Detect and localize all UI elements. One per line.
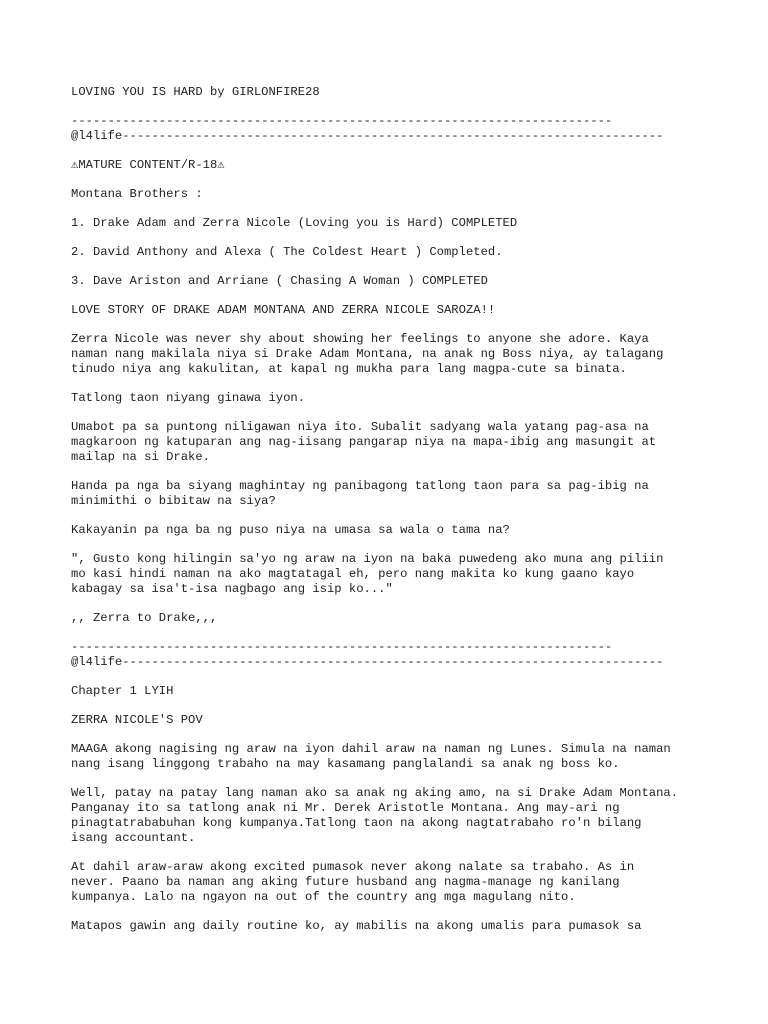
quote-paragraph bbox=[71, 552, 711, 597]
text-line: isang accountant. bbox=[71, 831, 196, 845]
separator-line: -------------------------------------------------------------------------- bbox=[71, 640, 613, 654]
synopsis-paragraph: Kakayanin pa nga ba ng puso niya na umasa sa wala o tama na? bbox=[71, 523, 510, 537]
synopsis-paragraph bbox=[71, 479, 711, 509]
text-line: never. Paano ba naman ang aking future husband ang nagma-manage ng kanilang bbox=[71, 875, 620, 889]
text-line: naman nang makilala niya si Drake Adam Montana, na anak ng Boss niya, ay talagang bbox=[71, 347, 664, 361]
separator-line: @l4life-------------------------------------------------------------------------- bbox=[71, 129, 664, 143]
separator-line: -------------------------------------------------------------------------- bbox=[71, 114, 613, 128]
synopsis-paragraph bbox=[71, 332, 711, 377]
pov-heading: ZERRA NICOLE'S POV bbox=[71, 713, 203, 727]
series-item: 3. Dave Ariston and Arriane ( Chasing A Woman ) COMPLETED bbox=[71, 274, 488, 288]
text-line: magkaroon ng katuparan ang nag-iisang pangarap niya na mapa-ibig ang masungit at bbox=[71, 435, 657, 449]
love-story-heading: LOVE STORY OF DRAKE ADAM MONTANA AND ZERRA NICOLE SAROZA!! bbox=[71, 303, 496, 317]
chapter-title: Chapter 1 LYIH bbox=[71, 684, 174, 698]
synopsis-paragraph bbox=[71, 420, 711, 465]
series-label: Montana Brothers : bbox=[71, 187, 203, 201]
text-line: pinagtatrababuhan kong kumpanya.Tatlong taon na akong nagtatrabaho ro'n bilang bbox=[71, 816, 642, 830]
text-line: nang isang linggong trabaho na may kasamang panglalandi sa anak ng boss ko. bbox=[71, 757, 620, 771]
series-item: 1. Drake Adam and Zerra Nicole (Loving you is Hard) COMPLETED bbox=[71, 216, 518, 230]
synopsis-paragraph: Tatlong taon niyang ginawa iyon. bbox=[71, 391, 306, 405]
chapter-paragraph: Matapos gawin ang daily routine ko, ay mabilis na akong umalis para pumasok sa bbox=[71, 919, 642, 933]
text-line: MAAGA akong nagising ng araw na iyon dahil araw na naman ng Lunes. Simula na naman bbox=[71, 742, 671, 756]
chapter-paragraph bbox=[71, 786, 711, 846]
text-line: Panganay ito sa tatlong anak ni Mr. Derek Aristotle Montana. Ang may-ari ng bbox=[71, 801, 620, 815]
chapter-paragraph bbox=[71, 742, 711, 772]
text-line: Handa pa nga ba siyang maghintay ng panibagong tatlong taon para sa pag-ibig na bbox=[71, 479, 649, 493]
separator-line: @l4life-------------------------------------------------------------------------- bbox=[71, 655, 664, 669]
text-line: Zerra Nicole was never shy about showing her feelings to anyone she adore. Kaya bbox=[71, 332, 649, 346]
text-line: mo kasi hindi naman na ako magtatagal eh, pero nang makita ko kung gaano kayo bbox=[71, 567, 635, 581]
series-item: 2. David Anthony and Alexa ( The Coldest Heart ) Completed. bbox=[71, 245, 503, 259]
text-line: Umabot pa sa puntong niligawan niya ito. Subalit sadyang wala yatang pag-asa na bbox=[71, 420, 649, 434]
document-body bbox=[71, 85, 711, 934]
document-title: LOVING YOU IS HARD by GIRLONFIRE28 bbox=[71, 85, 320, 99]
chapter-paragraph bbox=[71, 860, 711, 905]
text-line: minimithi o bibitaw na siya? bbox=[71, 494, 276, 508]
text-line: kabagay sa isa't-isa nagbago ang isip ko..." bbox=[71, 582, 393, 596]
text-line: Well, patay na patay lang naman ako sa anak ng aking amo, na si Drake Adam Montana. bbox=[71, 786, 679, 800]
quote-attribution: ,, Zerra to Drake,,, bbox=[71, 611, 218, 625]
text-line: tinudo niya ang kakulitan, at kapal ng mukha para lang magpa-cute sa binata. bbox=[71, 362, 627, 376]
text-line: At dahil araw-araw akong excited pumasok never akong nalate sa trabaho. As in bbox=[71, 860, 635, 874]
text-line: mailap na si Drake. bbox=[71, 450, 210, 464]
text-line: kumpanya. Lalo na ngayon na out of the country ang mga magulang nito. bbox=[71, 890, 576, 904]
content-warning: ⚠MATURE CONTENT/R-18⚠ bbox=[71, 158, 225, 172]
text-line: ", Gusto kong hilingin sa'yo ng araw na iyon na baka puwedeng ako muna ang piliin bbox=[71, 552, 664, 566]
